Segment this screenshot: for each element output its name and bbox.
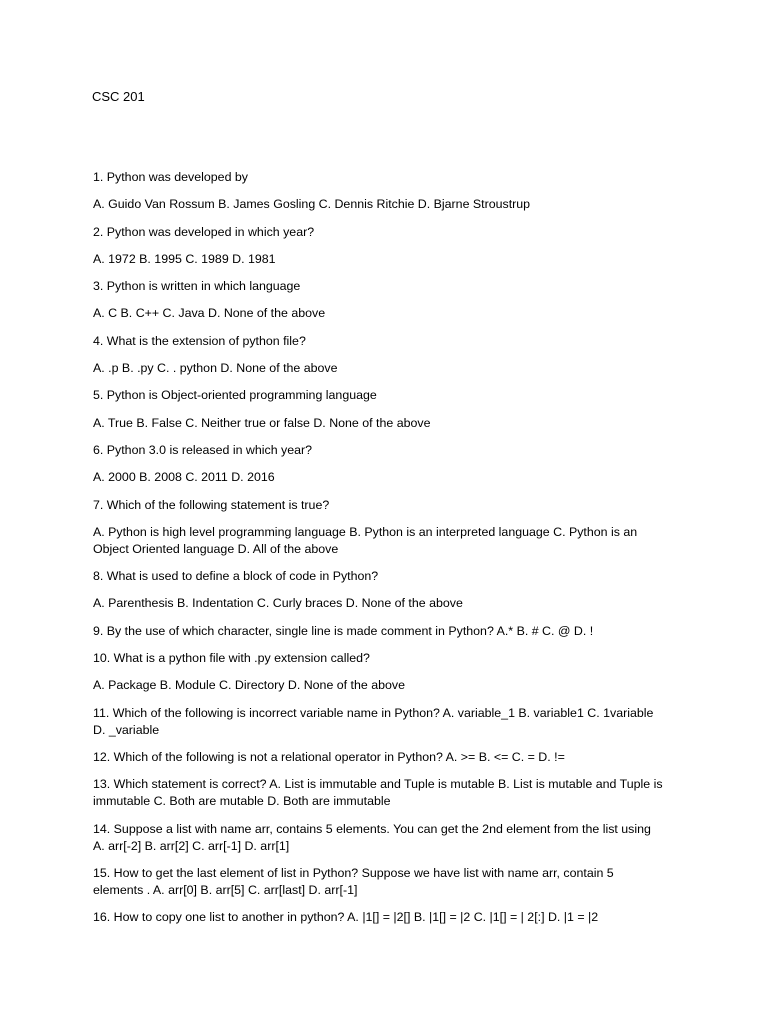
question-14: 14. Suppose a list with name arr, contains 5 elements. You can get the 2nd element from the list using A. arr[-2] B. arr[2] C. arr[-1] D. arr[1] bbox=[93, 821, 651, 853]
question-6: 6. Python 3.0 is released in which year? bbox=[93, 442, 313, 457]
answer-options-5: A. True B. False C. Neither true or false D. None of the above bbox=[93, 415, 431, 430]
question-2: 2. Python was developed in which year? bbox=[93, 224, 315, 239]
answer-options-3: A. C B. C++ C. Java D. None of the above bbox=[93, 306, 326, 321]
answer-options-2: A. 1972 B. 1995 C. 1989 D. 1981 bbox=[93, 251, 276, 266]
question-15: 15. How to get the last element of list in Python? Suppose we have list with name arr, contain 5 elements . A. arr[0] B. arr[5] C. arr[last] D. arr[-1] bbox=[93, 865, 614, 897]
question-13: 13. Which statement is correct? A. List is immutable and Tuple is mutable B. List is mutable and Tuple is immutable C. Both are mutable D. Both are immutable bbox=[93, 777, 663, 809]
question-8: 8. What is used to define a block of code in Python? bbox=[93, 569, 379, 584]
answer-options-8: A. Parenthesis B. Indentation C. Curly braces D. None of the above bbox=[93, 596, 463, 611]
answer-options-1: A. Guido Van Rossum B. James Gosling C. Dennis Ritchie D. Bjarne Stroustrup bbox=[93, 197, 531, 212]
question-4: 4. What is the extension of python file? bbox=[93, 333, 306, 348]
answer-options-7: A. Python is high level programming language B. Python is an interpreted language C. Python is an Object Oriented language D. All of the above bbox=[93, 524, 638, 556]
answer-options-4: A. .p B. .py C. . python D. None of the above bbox=[93, 361, 338, 376]
question-1: 1. Python was developed by bbox=[93, 170, 248, 184]
question-11: 11. Which of the following is incorrect variable name in Python? A. variable_1 B. variable1 C. 1variable D. _variable bbox=[93, 705, 654, 737]
question-7: 7. Which of the following statement is true? bbox=[93, 497, 330, 512]
question-9: 9. By the use of which character, single line is made comment in Python? A.* B. # C. @ D. ! bbox=[93, 623, 594, 638]
question-3: 3. Python is written in which language bbox=[93, 279, 301, 294]
question-5: 5. Python is Object-oriented programming language bbox=[93, 388, 377, 403]
question-list bbox=[93, 169, 663, 936]
course-code: CSC 201 bbox=[92, 89, 145, 104]
question-10: 10. What is a python file with .py extension called? bbox=[93, 651, 370, 666]
question-16: 16. How to copy one list to another in python? A. |1[] = |2[] B. |1[] = |2 C. |1[] = | 2[:] D. |1 = |2 bbox=[93, 910, 599, 925]
answer-options-10: A. Package B. Module C. Directory D. None of the above bbox=[93, 678, 405, 693]
answer-options-6: A. 2000 B. 2008 C. 2011 D. 2016 bbox=[93, 470, 275, 485]
question-12: 12. Which of the following is not a relational operator in Python? A. >= B. <= C. = D. != bbox=[93, 749, 565, 764]
